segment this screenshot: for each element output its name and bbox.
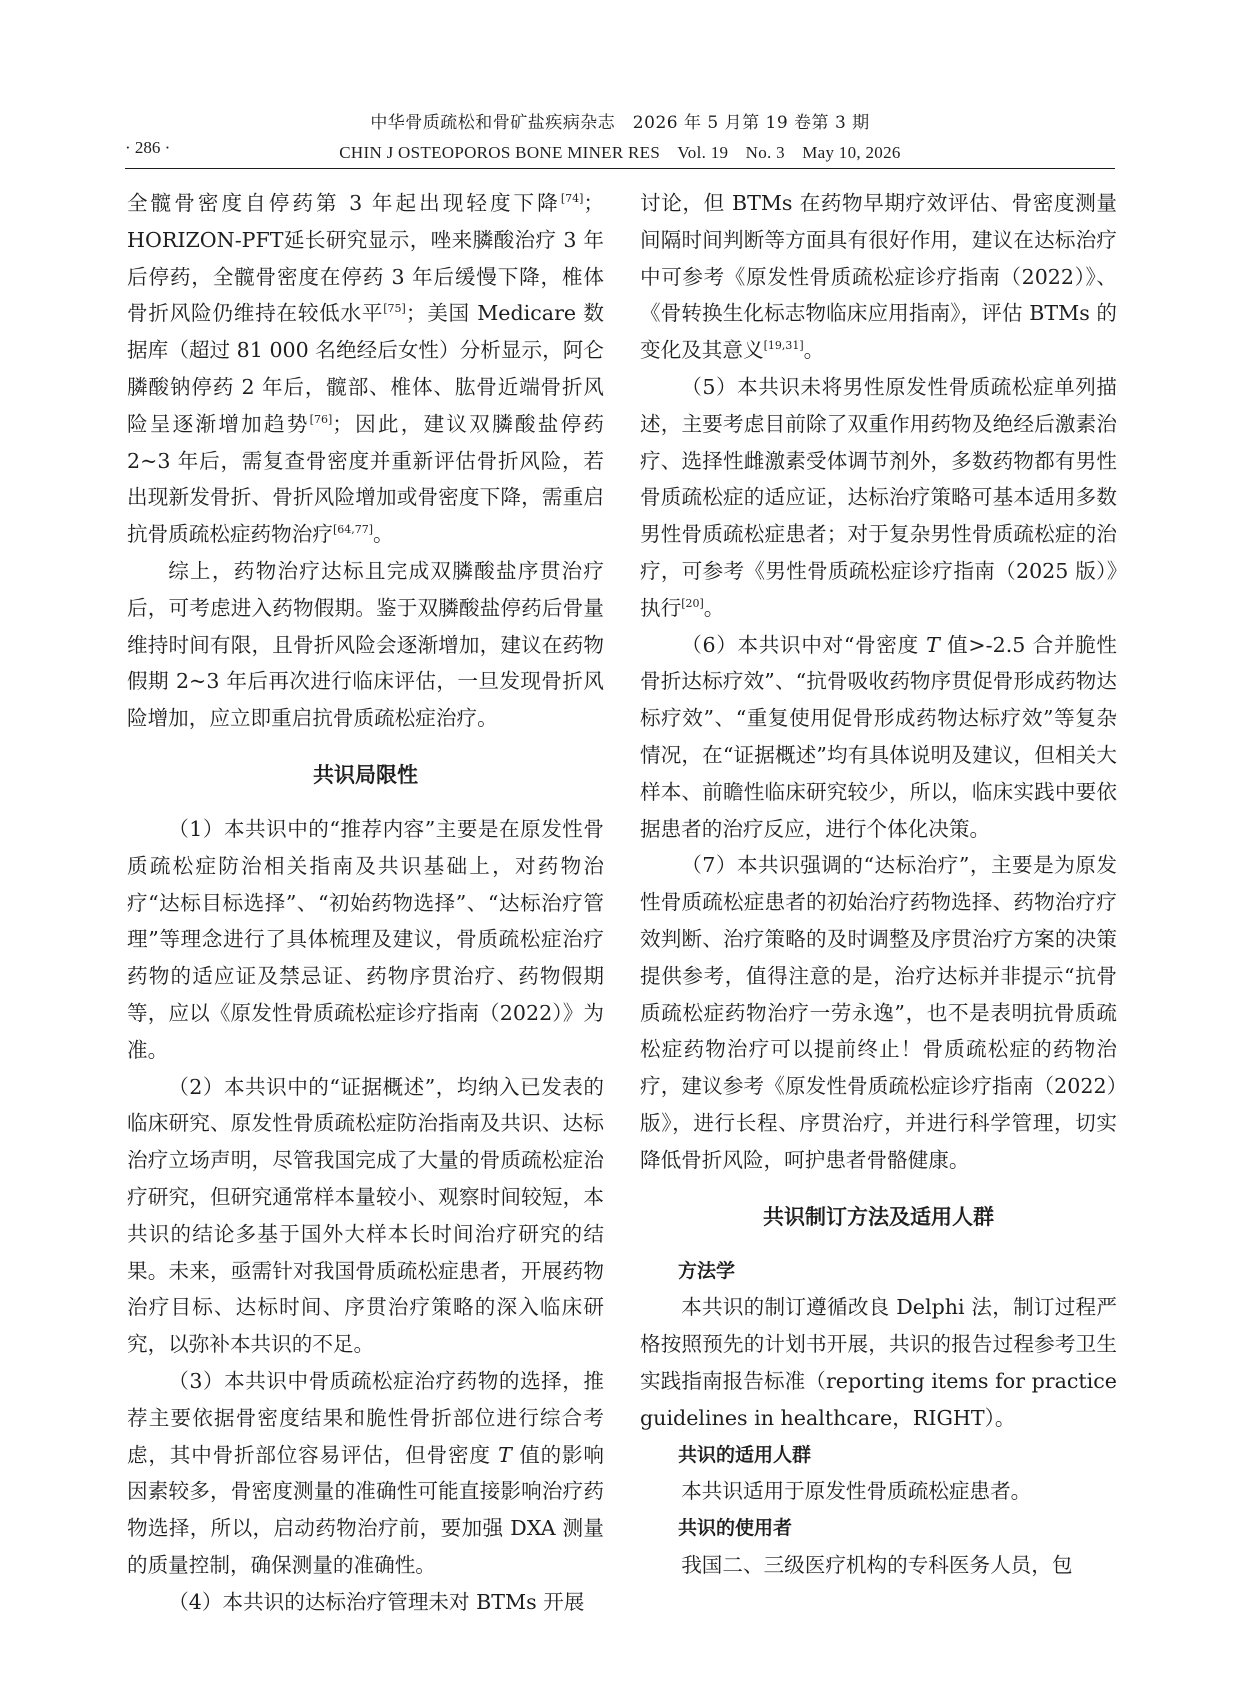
left-column: [127, 185, 605, 1614]
limitation-7: （7）本共识强调的“达标治疗”，主要是为原发性骨质疏松症患者的初始治疗药物选择、药物治疗疗效判断、治疗策略的及时调整及序贯治疗方案的决策提供参考，值得注意的是，治疗达标并非提示“抗骨质疏松症药物治疗一劳永逸”，也不是表明抗骨质疏松症药物治疗可以提前终止！骨质疏松症的药物治疗，建议参考《原发性骨质疏松症诊疗指南（2022）版》，进行长程、序贯治疗，并进行科学管理，切实降低骨折风险，呵护患者骨骼健康。: [640, 853, 1117, 1172]
section-heading-limitations: 共识局限性: [313, 762, 418, 787]
header-rule: [125, 168, 1115, 169]
methodology-text: 本共识的制订遵循改良 Delphi 法，制订过程严格按照预先的计划书开展，共识的报告过程参考卫生实践指南报告标准（reporting items for practice guidelines in healthcare，RIGHT）。: [640, 1295, 1117, 1430]
page-number: · 286 ·: [125, 138, 171, 157]
limitation-4-start: （4）本共识的达标治疗管理未对 BTMs 开展: [168, 1589, 585, 1614]
text-run: ；美国 Medicare 数据库（超过 81 000 名绝经后女性）分析显示，阿仑膦酸钠停药 2 年后，髋部、椎体、肱骨近端骨折风险呈逐渐增加趋势: [127, 301, 604, 436]
paragraph-summary: 综上，药物治疗达标且完成双膦酸盐序贯治疗后，可考虑进入药物假期。鉴于双膦酸盐停药后骨量维持时间有限，且骨折风险会逐渐增加，建议在药物假期 2~3 年后再次进行临床评估，一旦发现骨折风险增加，应立即重启抗骨质疏松症治疗。: [127, 558, 604, 731]
italic-symbol: T: [498, 1442, 512, 1467]
population-text: 本共识适用于原发性骨质疏松症患者。: [681, 1479, 1032, 1504]
limitation-6: [640, 627, 1117, 848]
text-run: （6）本共识中对“骨密度: [681, 632, 927, 657]
text-run: ；因此，建议双膦酸盐停药 2~3 年后，需复查骨密度并重新评估骨折风险，若出现新发骨折、骨折风险增加或骨密度下降，需重启抗骨质疏松症药物治疗: [127, 411, 605, 547]
citation: [76]: [309, 412, 333, 426]
journal-title-cn: 中华骨质疏松和骨矿盐疾病杂志 2026 年 5 月第 19 卷第 3 期: [370, 113, 870, 133]
users-text: 我国二、三级医疗机构的专科医务人员，包: [681, 1552, 1073, 1577]
limitation-3: [127, 1363, 604, 1584]
subheading-methodology: 方法学: [678, 1259, 736, 1282]
citation: [75]: [383, 302, 406, 316]
section-heading-methods: 共识制订方法及适用人群: [763, 1204, 994, 1229]
journal-title-en: CHIN J OSTEOPOROS BONE MINER RES Vol. 19 No. 3 May 10, 2026: [339, 143, 901, 162]
limitation-1: （1）本共识中的“推荐内容”主要是在原发性骨质疏松症防治相关指南及共识基础上，对药物治疗“达标目标选择”、“初始药物选择”、“达标治疗管理”等理念进行了具体梳理及建议，骨质疏松症治疗药物的适应证及禁忌证、药物序贯治疗、药物假期等，应以《原发性骨质疏松症诊疗指南（2022）》为准。: [127, 816, 604, 1062]
paragraph-continued: [127, 185, 604, 553]
italic-symbol: T: [926, 632, 940, 657]
limitation-5: [640, 369, 1117, 627]
limitation-2: （2）本共识中的“证据概述”，均纳入已发表的临床研究、原发性骨质疏松症防治指南及共识、达标治疗立场声明，尽管我国完成了大量的骨质疏松症治疗研究，但研究通常样本量较小、观察时间较短，本共识的结论多基于国外大样本长时间治疗研究的结果。未来，亟需针对我国骨质疏松症患者，开展药物治疗目标、达标时间、序贯治疗策略的深入临床研究，以弥补本共识的不足。: [127, 1074, 604, 1357]
text-run: 。: [703, 595, 725, 620]
right-column: [640, 185, 1117, 1577]
subheading-population: 共识的适用人群: [678, 1443, 812, 1466]
subheading-users: 共识的使用者: [678, 1517, 793, 1540]
text-run: 讨论，但 BTMs 在药物早期疗效评估、骨密度测量间隔时间判断等方面具有很好作用，建议在达标治疗中可参考《原发性骨质疏松症诊疗指南（2022）》、《骨转换生化标志物临床应用指南》，评估 BTMs 的变化及其意义: [640, 191, 1117, 363]
text-run: （5）本共识未将男性原发性骨质疏松症单列描述，主要考虑目前除了双重作用药物及绝经后激素治疗、选择性雌激素受体调节剂外，多数药物都有男性骨质疏松症的适应证，达标治疗策略可基本适用多数男性骨质疏松症患者；对于复杂男性骨质疏松症的治疗，可参考《男性骨质疏松症诊疗指南（2025 版）》执行: [640, 374, 1117, 620]
running-header: [125, 108, 1115, 172]
text-run: 值>-2.5 合并脆性骨折达标疗效”、“抗骨吸收药物序贯促骨形成药物达标疗效”、“重复使用促骨形成药物达标疗效”等复杂情况，在“证据概述”均有具体说明及建议，但相关大样本、前瞻性临床研究较少，所以，临床实践中要依据患者的治疗反应，进行个体化决策。: [640, 632, 1117, 841]
text-run: 。: [803, 338, 825, 363]
text-run: 全髋骨密度自停药第 3 年起出现轻度下降: [127, 191, 561, 215]
text-run: 值的影响因素较多，骨密度测量的准确性可能直接影响治疗药物选择，所以，启动药物治疗前，要加强 DXA 测量的质量控制，确保测量的准确性。: [127, 1442, 605, 1577]
citation: [19,31]: [763, 339, 804, 353]
text-run: （3）本共识中骨质疏松症治疗药物的选择，推荐主要依据骨密度结果和脆性骨折部位进行综合考虑，其中骨折部位容易评估，但骨密度: [127, 1368, 604, 1467]
citation: [64,77]: [332, 523, 374, 537]
citation: [20]: [681, 596, 704, 610]
text-run: 。: [373, 522, 394, 547]
citation: [74]: [560, 192, 584, 205]
limitation-4-continued: [640, 185, 1117, 369]
text-run: ；HORIZON-PFT延长研究显示，唑来膦酸治疗 3 年后停药，全髋骨密度在停药 3 年后缓慢下降，椎体骨折风险仍维持在较低水平: [127, 191, 604, 326]
